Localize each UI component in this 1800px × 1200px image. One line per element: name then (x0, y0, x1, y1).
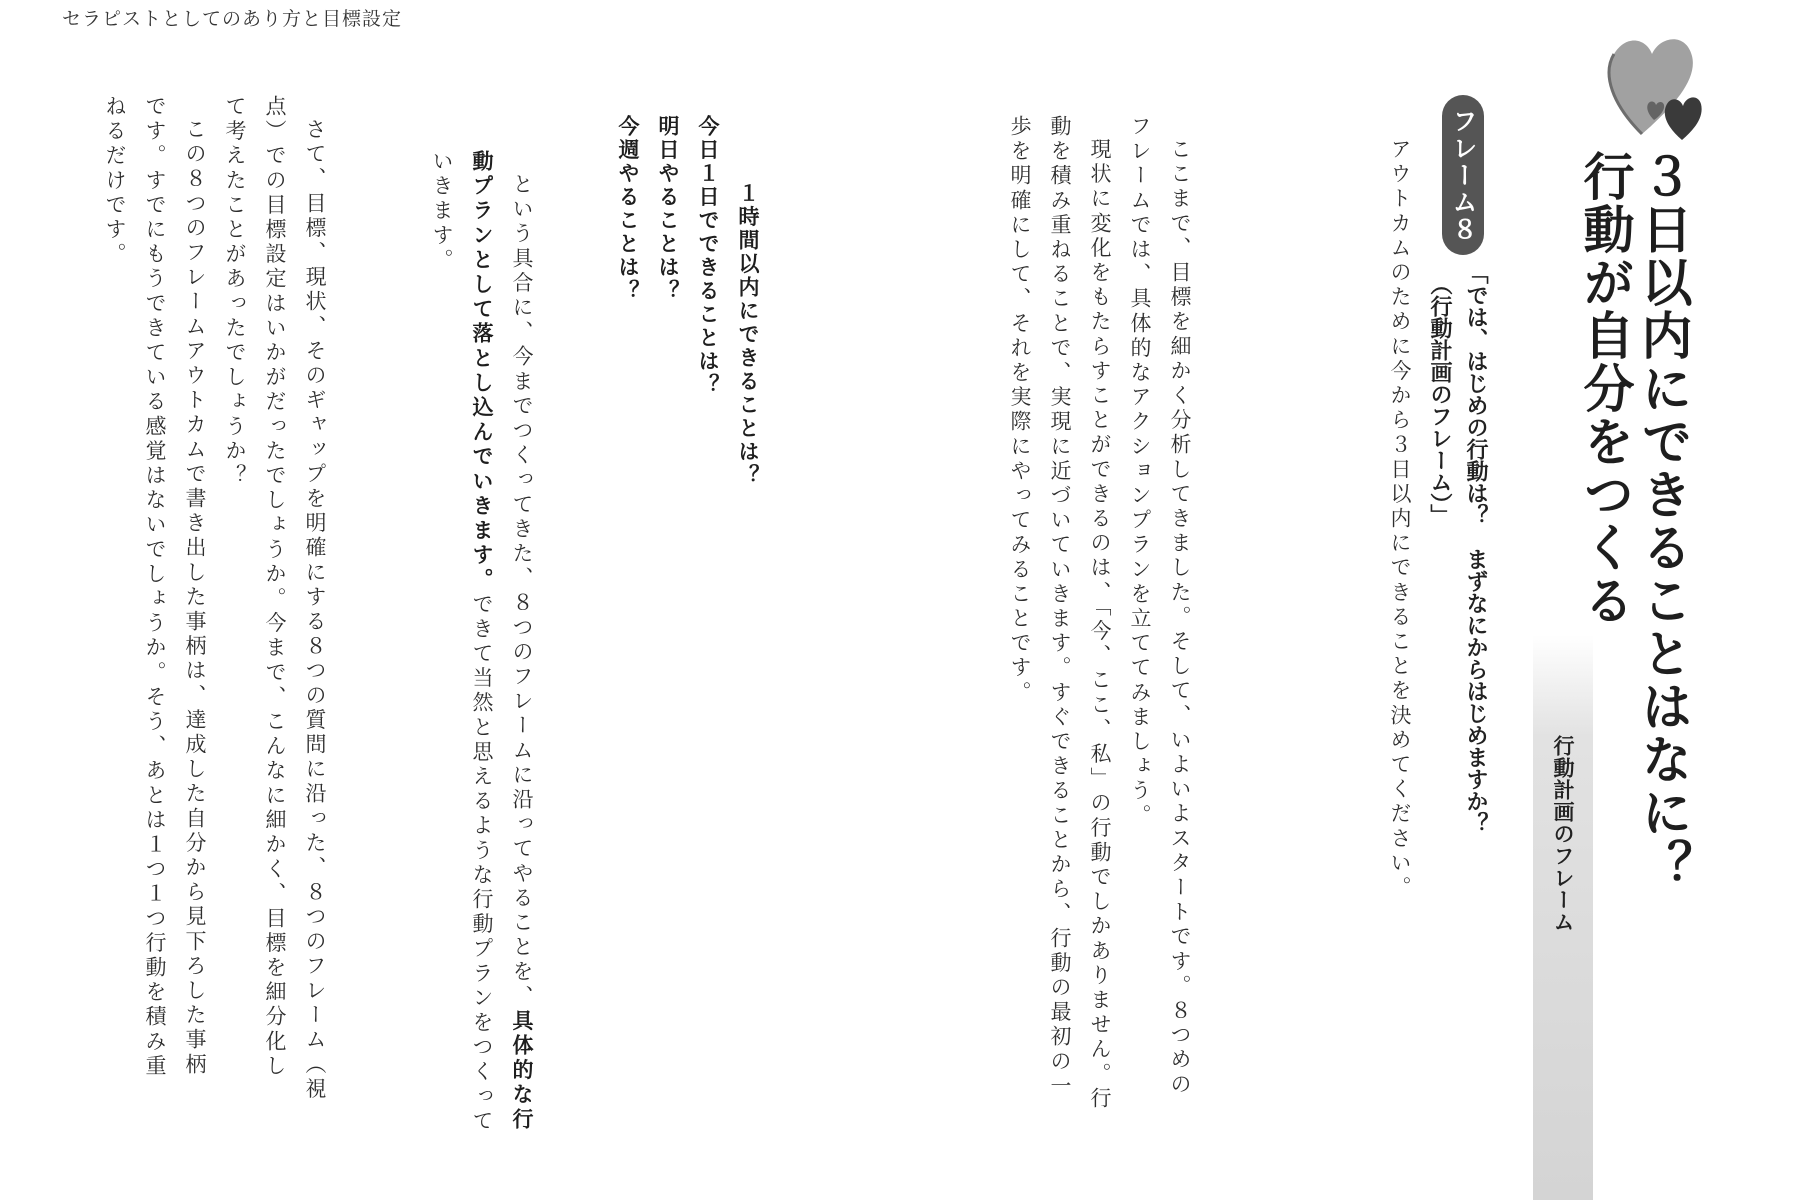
paragraph-2-line-1-bold: 具体的な行 (510, 1009, 534, 1133)
paragraph-1-line-2: フレームでは、具体的なアクションプランを立ててみましょう。 (1128, 115, 1152, 829)
paragraph-2 (422, 150, 542, 1134)
chapter-title-line-2: 行動が自分をつくる (1574, 150, 1633, 627)
paragraph-3-line-3: て考えたことがあったでしょうか？ (223, 95, 247, 489)
question-item-4: 今週やることは？ (616, 115, 640, 303)
paragraph-3-line-2: 点）での目標設定はいかがだったでしょうか。今まで、こんなに細かく、目標を細分化し (263, 95, 287, 1079)
frame-subtitle-line-1: 「では、はじめの行動は？ まずなにからはじめますか？ (1463, 262, 1488, 834)
question-item-1: １時間以内にできることは？ (736, 182, 760, 488)
paragraph-3-line-5: です。すでにもうできている感覚はないでしょうか。そう、あとは１つ１つ行動を積み重 (143, 95, 167, 1079)
question-item-3: 明日やることは？ (656, 115, 680, 303)
paragraph-1-line-3: 現状に変化をもたらすことができるのは、「今、ここ、私」の行動でしかありません。行 (1088, 138, 1112, 1112)
paragraph-2-line-2 (462, 150, 502, 1134)
question-list (608, 115, 768, 488)
paragraph-1-line-1: ここまで、目標を細かく分析してきました。そして、いよいよスタートです。８つめの (1168, 138, 1192, 1098)
paragraph-2-line-1 (502, 150, 542, 1134)
intro-paragraph (1380, 115, 1420, 901)
frame-subtitle-line-2: （行動計画のフレーム）」 (1427, 273, 1452, 526)
side-band-label: 行動計画のフレーム (1551, 735, 1575, 933)
paragraph-3-line-6: ねるだけです。 (103, 95, 127, 268)
paragraph-3-line-1: さて、目標、現状、そのギャップを明確にする８つの質問に沿った、８つのフレーム（視 (303, 118, 327, 1103)
paragraph-2-line-3: いきます。 (430, 150, 454, 273)
chapter-title-line-1: ３日以内にできることはなに？ (1632, 150, 1691, 892)
hearts-icon (1602, 24, 1722, 144)
frame-subtitle (1421, 262, 1493, 834)
paragraph-1-line-4: 動を積み重ねることで、実現に近づいていきます。すぐできることから、行動の最初の一 (1048, 115, 1072, 1099)
paragraph-2-line-2-bold: 動プランとして落とし込んでいきます。 (470, 150, 494, 593)
paragraph-2-line-2-text: できて当然と思えるような行動プランをつくって (470, 592, 494, 1135)
paragraph-3-line-4: この８つのフレームアウトカムで書き出した事柄は、達成した自分から見下ろした事柄 (183, 118, 207, 1078)
question-item-2: 今日１日でできることは？ (696, 115, 720, 397)
paragraph-1 (1000, 115, 1200, 1112)
paragraph-3 (95, 95, 335, 1102)
paragraph-2-line-1-text: という具合に、今までつくってきた、８つのフレームに沿ってやることを、 (510, 173, 534, 1010)
frame-badge: フレーム８ (1442, 95, 1484, 255)
paragraph-1-line-5: 歩を明確にして、それを実際にやってみることです。 (1008, 115, 1032, 706)
running-header: セラピストとしてのあり方と目標設定 (62, 8, 403, 30)
intro-line: アウトカムのために今から３日以内にできることを決めてください。 (1388, 138, 1412, 901)
